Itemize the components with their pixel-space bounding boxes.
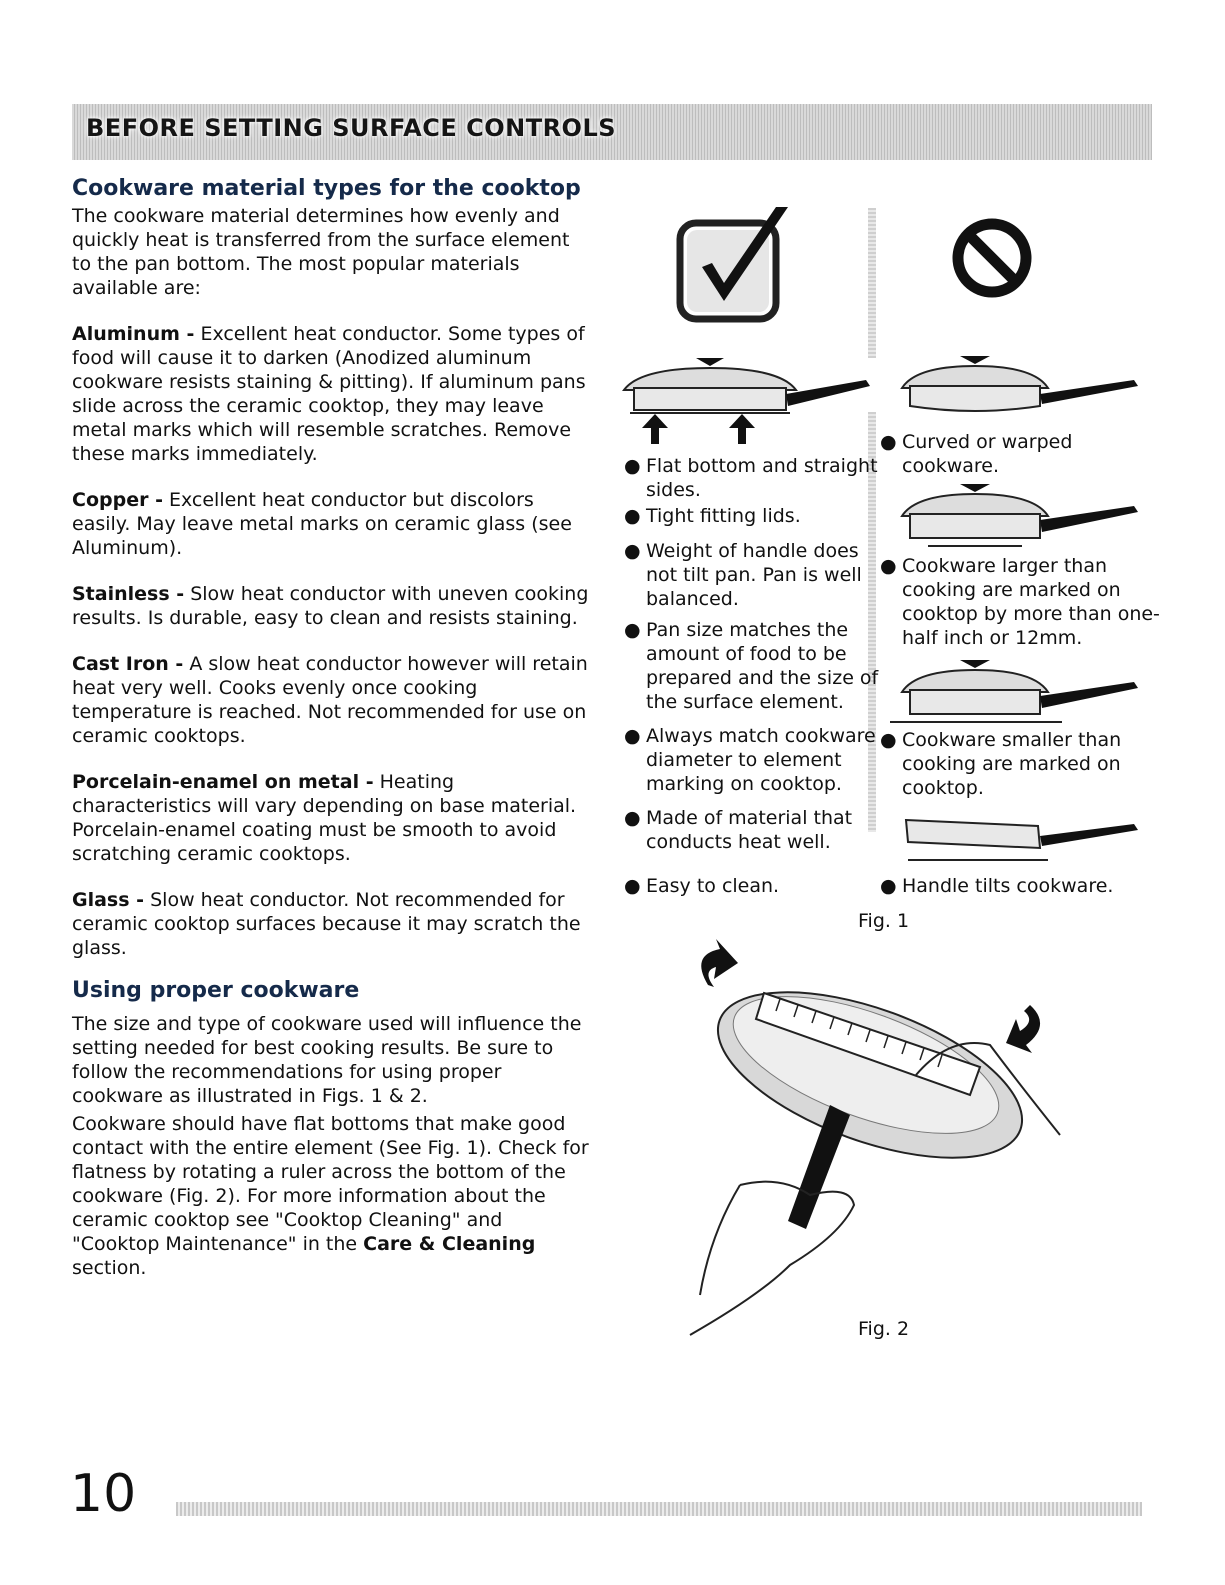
left-column bbox=[72, 174, 592, 1302]
flat-pan-icon bbox=[620, 350, 880, 420]
large-pan-icon bbox=[898, 480, 1148, 550]
fig2-label: Fig. 2 bbox=[858, 1318, 910, 1340]
section-banner bbox=[72, 104, 1152, 160]
small-pan-icon bbox=[890, 656, 1140, 726]
cookware-paragraph-2: Cookware should have flat bottoms that make good contact with the entire element (See Fig. 1). Check for flatness by rotating a ruler across the bottom of the cookware (Fig. 2). For more information about the ceramic cooktop see "Cooktop Cleaning" and "Cooktop Maintenance" in the Care & Cleaning section. bbox=[72, 1113, 589, 1279]
material-stainless: Stainless - Slow heat conductor with uneven cooking results. Is durable, easy to clean and resists staining. bbox=[72, 583, 589, 629]
page-number: 10 bbox=[70, 1464, 137, 1524]
material-cast-iron: Cast Iron - A slow heat conductor however will retain heat very well. Cooks evenly once cooking temperature is reached. Not recommended for use on ceramic cooktops. bbox=[72, 653, 588, 747]
column-divider bbox=[868, 208, 876, 358]
footer-bar bbox=[176, 1502, 1142, 1516]
material-copper: Copper - Excellent heat conductor but discolors easily. May leave metal marks on ceramic glass (see Aluminum). bbox=[72, 489, 572, 559]
prohibited-icon bbox=[950, 216, 1034, 300]
fig1-label: Fig. 1 bbox=[858, 910, 910, 932]
section-title: BEFORE SETTING SURFACE CONTROLS bbox=[86, 114, 617, 142]
ruler-check-illustration bbox=[680, 935, 1080, 1335]
arrow-up-icon bbox=[729, 414, 755, 444]
material-aluminum: Aluminum - Excellent heat conductor. Some types of food will cause it to darken (Anodized aluminum cookware resists staining & pitting). If aluminum pans slide across the ceramic cooktop, they may leave metal marks which will resemble scratches. Remove these marks immediately. bbox=[72, 323, 586, 465]
arrow-up-icon bbox=[642, 414, 668, 444]
heading-proper-cookware: Using proper cookware bbox=[72, 978, 360, 1003]
tilted-pan-icon bbox=[898, 812, 1148, 868]
intro-paragraph: The cookware material determines how evenly and quickly heat is transferred from the surface element to the pan bottom. The most popular materials available are: bbox=[72, 205, 570, 299]
heading-material-types: Cookware material types for the cooktop bbox=[72, 176, 581, 201]
material-porcelain-enamel: Porcelain-enamel on metal - Heating characteristics will vary depending on base material. Porcelain-enamel coating must be smooth to avoid scratching ceramic cooktops. bbox=[72, 771, 577, 865]
warped-pan-icon bbox=[898, 352, 1148, 418]
cookware-paragraph-1: The size and type of cookware used will influence the setting needed for best cooking results. Be sure to follow the recommendations for using proper cookware as illustrated in Figs. 1 & 2. bbox=[72, 1013, 582, 1107]
material-glass: Glass - Slow heat conductor. Not recommended for ceramic cooktop surfaces because it may scratch the glass. bbox=[72, 889, 581, 959]
checkmark-icon bbox=[676, 205, 796, 325]
